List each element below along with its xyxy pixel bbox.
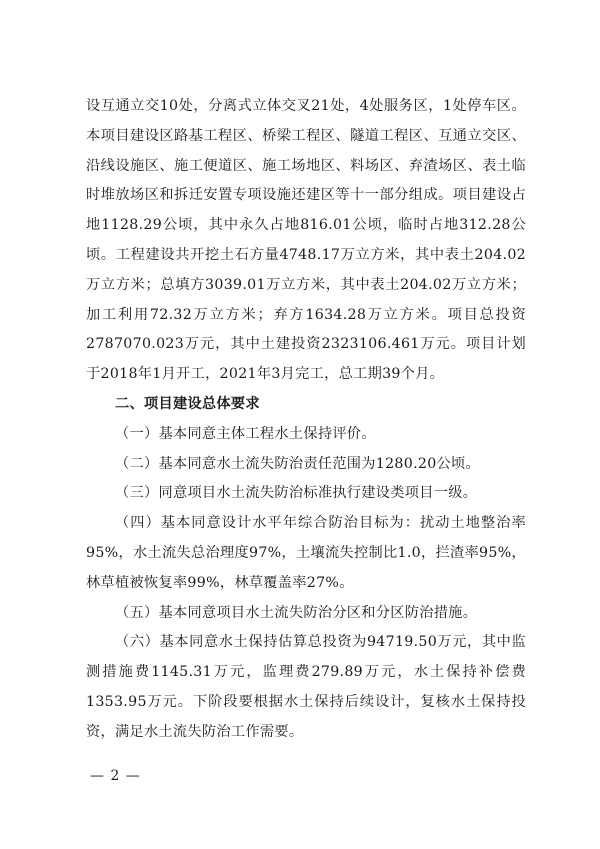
item-6-investment-estimate: （六）基本同意水土保持估算总投资为94719.50万元，其中监测措施费1145.31万元，监理费279.89万元，水土保持补偿费1353.95万元。下阶段要根据水土保持后续设计，复核水土保持投资，满足水土流失防治工作需要。 <box>86 634 526 740</box>
section-heading-overall-requirements: 二、项目建设总体要求 <box>115 395 260 412</box>
page-number: — 2 — <box>90 768 141 784</box>
document-body <box>86 92 526 748</box>
paragraph-project-overview: 设互通立交10处，分离式立体交叉21处，4处服务区，1处停车区。本项目建设区路基工程区、桥梁工程区、隧道工程区、互通立交区、沿线设施区、施工便道区、施工场地区、料场区、弃渣场区、表土临时堆放场区和拆迁安置专项设施还建区等十一部分组成。项目建设占地1128.29公顷，其中永久占地816.01公顷，临时占地312.28公顷。工程建设共开挖土石方量4748.17万立方米，其中表土204.02万立方米；总填方3039.01万立方米，其中表土204.02万立方米；加工利用72.32万立方米；弃方1634.28万立方米。项目总投资2787070.023万元，其中土建投资2323106.461万元。项目计划于2018年1月开工，2021年3月完工，总工期39个月。 <box>86 98 526 383</box>
item-5-prevention-zoning: （五）基本同意项目水土流失防治分区和分区防治措施。 <box>115 604 478 621</box>
item-2-responsibility-scope: （二）基本同意水土流失防治责任范围为1280.20公顷。 <box>115 455 481 472</box>
item-4-prevention-targets: （四）基本同意设计水平年综合防治目标为：扰动土地整治率95%，水土流失总治理度97%，土壤流失控制比1.0，拦渣率95%，林草植被恢复率99%，林草覆盖率27%。 <box>86 515 526 591</box>
item-1-main-engineering-evaluation: （一）基本同意主体工程水土保持评价。 <box>115 425 376 442</box>
item-3-prevention-standard: （三）同意项目水土流失防治标准执行建设类项目一级。 <box>115 485 478 502</box>
